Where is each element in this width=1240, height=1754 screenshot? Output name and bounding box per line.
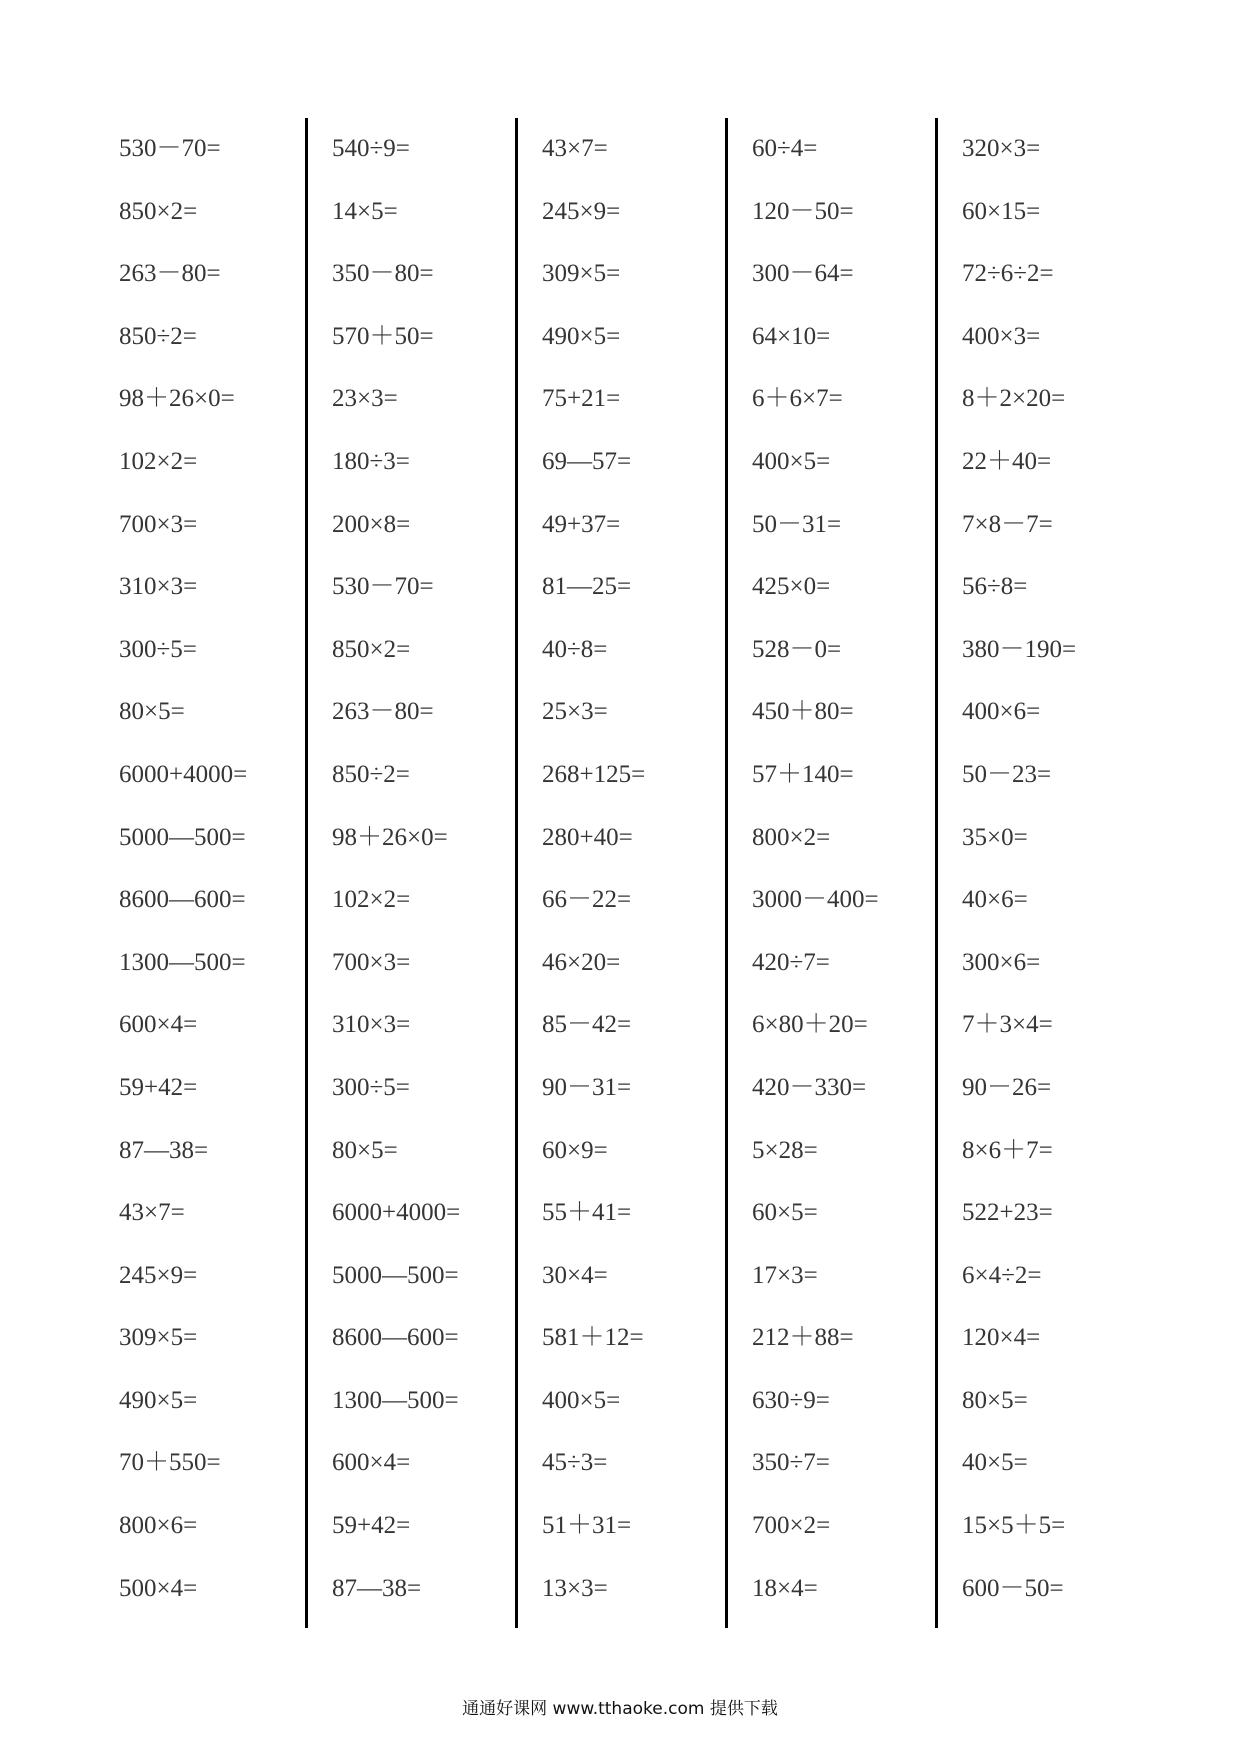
math-problem: 700×2= — [752, 1512, 831, 1540]
math-problem: 420÷7= — [752, 948, 830, 976]
math-problem: 60×5= — [752, 1199, 818, 1227]
math-problem: 13×3= — [542, 1574, 608, 1602]
math-problem: 60×9= — [542, 1136, 608, 1164]
math-problem: 45÷3= — [542, 1449, 608, 1477]
math-problem: 18×4= — [752, 1574, 818, 1602]
math-problem: 40×6= — [962, 886, 1028, 914]
math-problem: 5000—500= — [119, 823, 246, 851]
math-problem: 630÷9= — [752, 1386, 830, 1414]
math-problem: 49+37= — [542, 510, 621, 538]
math-problem: 80×5= — [119, 698, 185, 726]
math-problem: 600×4= — [119, 1011, 198, 1039]
math-problem: 490×5= — [119, 1386, 198, 1414]
math-problem: 8×6＋7= — [962, 1136, 1053, 1164]
math-problem: 6×4÷2= — [962, 1261, 1042, 1289]
math-problem: 30×4= — [542, 1261, 608, 1289]
problem-column-3 — [515, 118, 725, 1628]
math-problem: 400×5= — [542, 1386, 621, 1414]
math-problem: 6000+4000= — [119, 760, 248, 788]
math-problem: 700×3= — [332, 948, 411, 976]
math-problem: 51＋31= — [542, 1512, 632, 1540]
math-problem: 245×9= — [119, 1261, 198, 1289]
math-problem: 46×20= — [542, 948, 621, 976]
math-problem: 80×5= — [332, 1136, 398, 1164]
math-problem: 35×0= — [962, 823, 1028, 851]
math-problem: 490×5= — [542, 322, 621, 350]
math-problem: 350÷7= — [752, 1449, 830, 1477]
math-problem: 180÷3= — [332, 447, 410, 475]
math-problem: 300－64= — [752, 260, 854, 288]
math-problem: 212＋88= — [752, 1324, 854, 1352]
math-problem: 320×3= — [962, 135, 1041, 162]
math-problem: 14×5= — [332, 197, 398, 225]
math-problem: 5×28= — [752, 1136, 818, 1164]
math-problem: 120－50= — [752, 197, 854, 225]
math-problem: 581＋12= — [542, 1324, 644, 1352]
math-problem: 66－22= — [542, 886, 632, 914]
math-problem: 420－330= — [752, 1073, 867, 1101]
math-problem: 15×5＋5= — [962, 1512, 1066, 1540]
problem-column-4 — [725, 118, 935, 1628]
math-problem: 90－31= — [542, 1073, 632, 1101]
math-problem: 300×6= — [962, 948, 1041, 976]
math-problem: 7×8－7= — [962, 510, 1053, 538]
math-problem: 263－80= — [332, 698, 434, 726]
problem-grid — [95, 118, 1145, 1628]
math-problem: 69—57= — [542, 447, 632, 475]
math-problem: 300÷5= — [332, 1073, 410, 1101]
math-problem: 80×5= — [962, 1386, 1028, 1414]
math-problem: 25×3= — [542, 698, 608, 726]
math-problem: 8600—600= — [119, 886, 246, 914]
math-problem: 263－80= — [119, 260, 221, 288]
math-problem: 6＋6×7= — [752, 385, 843, 413]
math-problem: 98＋26×0= — [332, 823, 448, 851]
math-problem: 70＋550= — [119, 1449, 221, 1477]
math-problem: 200×8= — [332, 510, 411, 538]
math-problem: 22＋40= — [962, 447, 1052, 475]
math-problem: 75+21= — [542, 385, 621, 413]
problem-column-1 — [95, 118, 305, 1628]
math-problem: 40÷8= — [542, 635, 608, 663]
math-problem: 350－80= — [332, 260, 434, 288]
math-problem: 85－42= — [542, 1011, 632, 1039]
math-problem: 309×5= — [542, 260, 621, 288]
math-problem: 500×4= — [119, 1574, 198, 1602]
math-problem: 59+42= — [332, 1512, 411, 1540]
math-problem: 87—38= — [119, 1136, 209, 1164]
math-problem: 245×9= — [542, 197, 621, 225]
math-problem: 310×3= — [332, 1011, 411, 1039]
math-problem: 850×2= — [332, 635, 411, 663]
math-problem: 1300—500= — [332, 1386, 459, 1414]
math-problem: 8600—600= — [332, 1324, 459, 1352]
math-problem: 50－23= — [962, 760, 1052, 788]
math-problem: 800×2= — [752, 823, 831, 851]
math-problem: 8＋2×20= — [962, 385, 1066, 413]
math-problem: 530－70= — [332, 573, 434, 601]
math-problem: 6×80＋20= — [752, 1011, 868, 1039]
math-problem: 540÷9= — [332, 135, 410, 162]
math-problem: 528－0= — [752, 635, 842, 663]
math-problem: 98＋26×0= — [119, 385, 235, 413]
math-problem: 310×3= — [119, 573, 198, 601]
math-problem: 57＋140= — [752, 760, 854, 788]
math-problem: 600×4= — [332, 1449, 411, 1477]
math-problem: 17×3= — [752, 1261, 818, 1289]
footer-credit: 通通好课网 www.tthaoke.com 提供下载 — [462, 1699, 778, 1719]
math-problem: 700×3= — [119, 510, 198, 538]
math-problem: 530－70= — [119, 135, 221, 162]
math-problem: 87—38= — [332, 1574, 422, 1602]
math-problem: 60÷4= — [752, 135, 818, 162]
math-problem: 72÷6÷2= — [962, 260, 1054, 288]
math-problem: 102×2= — [332, 886, 411, 914]
math-problem: 50－31= — [752, 510, 842, 538]
math-problem: 60×15= — [962, 197, 1041, 225]
math-problem: 64×10= — [752, 322, 831, 350]
math-problem: 800×6= — [119, 1512, 198, 1540]
math-problem: 6000+4000= — [332, 1199, 461, 1227]
math-problem: 309×5= — [119, 1324, 198, 1352]
math-problem: 40×5= — [962, 1449, 1028, 1477]
math-problem: 268+125= — [542, 760, 646, 788]
math-problem: 850÷2= — [332, 760, 410, 788]
math-problem: 59+42= — [119, 1073, 198, 1101]
math-problem: 400×5= — [752, 447, 831, 475]
math-problem: 23×3= — [332, 385, 398, 413]
math-problem: 120×4= — [962, 1324, 1041, 1352]
math-problem: 400×3= — [962, 322, 1041, 350]
math-problem: 3000－400= — [752, 886, 879, 914]
math-problem: 300÷5= — [119, 635, 197, 663]
math-problem: 600－50= — [962, 1574, 1064, 1602]
math-problem: 56÷8= — [962, 573, 1028, 601]
math-problem: 1300—500= — [119, 948, 246, 976]
math-problem: 5000—500= — [332, 1261, 459, 1289]
math-problem: 90－26= — [962, 1073, 1052, 1101]
math-problem: 280+40= — [542, 823, 633, 851]
math-problem: 400×6= — [962, 698, 1041, 726]
math-problem: 425×0= — [752, 573, 831, 601]
math-problem: 55＋41= — [542, 1199, 632, 1227]
math-problem: 380－190= — [962, 635, 1077, 663]
math-problem: 570＋50= — [332, 322, 434, 350]
problem-column-5 — [935, 118, 1145, 1628]
math-problem: 102×2= — [119, 447, 198, 475]
math-problem: 850×2= — [119, 197, 198, 225]
problem-column-2 — [305, 118, 515, 1628]
math-problem: 450＋80= — [752, 698, 854, 726]
math-problem: 81—25= — [542, 573, 632, 601]
math-problem: 43×7= — [119, 1199, 185, 1227]
math-problem: 7＋3×4= — [962, 1011, 1053, 1039]
math-problem: 522+23= — [962, 1199, 1053, 1227]
math-problem: 850÷2= — [119, 322, 197, 350]
math-problem: 43×7= — [542, 135, 608, 162]
